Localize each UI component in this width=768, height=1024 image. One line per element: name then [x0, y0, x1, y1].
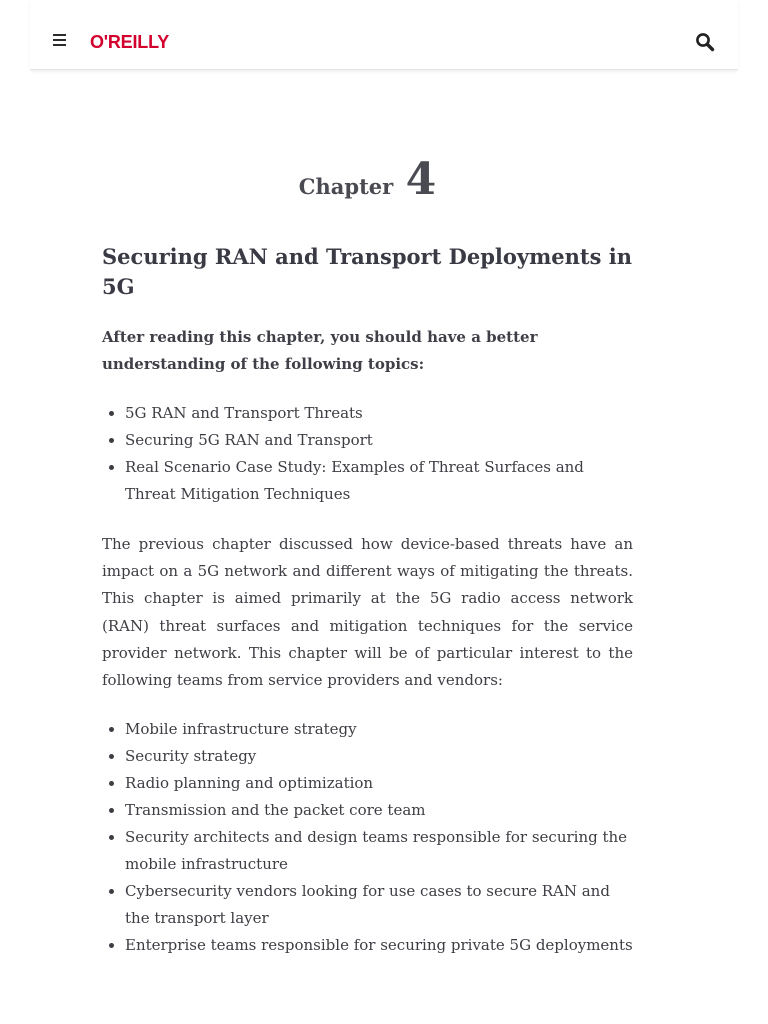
list-item: • Cybersecurity vendors looking for use cases to secure RAN and the transport layer — [125, 878, 633, 932]
top-navigation-bar — [30, 0, 738, 70]
search-icon[interactable] — [693, 30, 717, 54]
teams-list — [102, 716, 633, 959]
list-item: • Security strategy — [125, 743, 633, 770]
list-item: • Securing 5G RAN and Transport — [125, 427, 633, 454]
list-item: • Transmission and the packet core team — [125, 797, 633, 824]
list-item: • Security architects and design teams responsible for securing the mobile infrastructure — [125, 824, 633, 878]
chapter-number: 4 — [405, 154, 437, 205]
list-item: • Radio planning and optimization — [125, 770, 633, 797]
body-paragraph: The previous chapter discussed how device-based threats have an impact on a 5G network and different ways of mitigating the threats. This chapter is aimed primarily at the 5G radio access network (RAN) threat surfaces and mitigation techniques for the service provider network. This chapter will be of particular interest to the following teams from service providers and vendors: — [102, 535, 633, 690]
list-item: • Real Scenario Case Study: Examples of Threat Surfaces and Threat Mitigation Techniques — [125, 454, 633, 508]
oreilly-logo[interactable]: O'REILLY — [90, 32, 170, 52]
chapter-content — [102, 150, 633, 959]
topics-list — [102, 400, 633, 508]
list-item: • Enterprise teams responsible for securing private 5G deployments — [125, 932, 633, 959]
chapter-heading — [102, 150, 633, 210]
list-item: • 5G RAN and Transport Threats — [125, 400, 633, 427]
chapter-title: Securing RAN and Transport Deployments in 5G — [102, 244, 633, 299]
hamburger-menu-icon[interactable] — [52, 34, 68, 48]
chapter-label: Chapter — [298, 174, 394, 199]
list-item: • Mobile infrastructure strategy — [125, 716, 633, 743]
chapter-intro: After reading this chapter, you should have a better understanding of the following topics: — [102, 328, 538, 373]
